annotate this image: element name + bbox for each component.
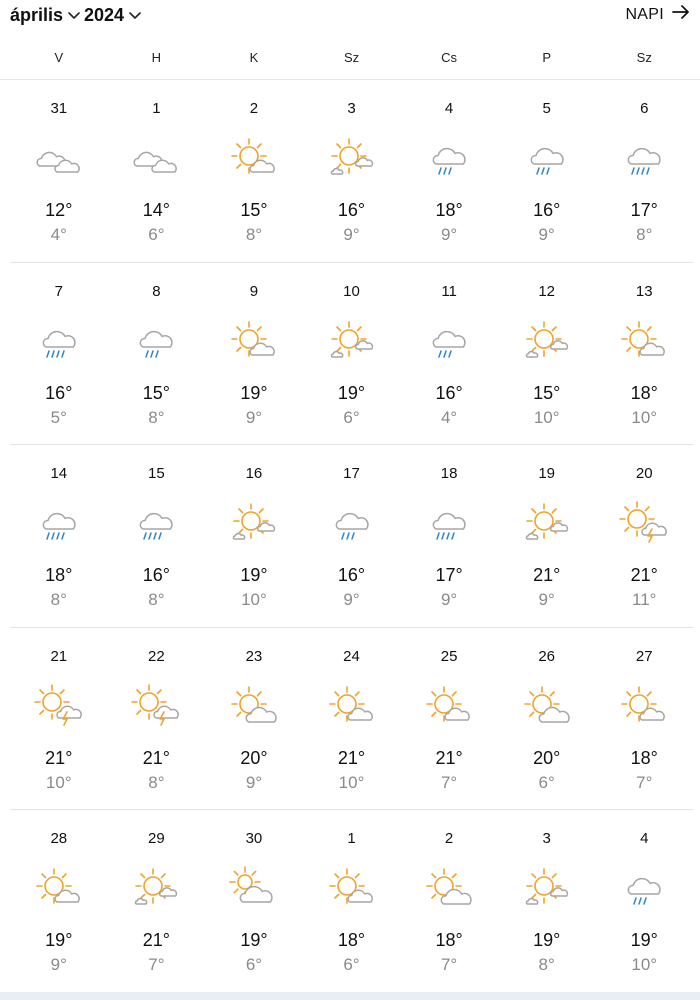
max-temperature: 21° <box>45 747 73 768</box>
day-cell[interactable] <box>303 263 401 445</box>
day-cell[interactable] <box>108 263 206 445</box>
min-temperature: 4° <box>50 225 67 244</box>
sun-cloud-icon <box>34 866 84 910</box>
min-temperature: 8° <box>148 772 165 792</box>
max-temperature: 19° <box>630 930 658 950</box>
min-temperature: 10° <box>631 407 658 427</box>
min-temperature: 10° <box>45 772 72 792</box>
max-temperature: 20° <box>240 747 268 768</box>
weekday-label: Cs <box>441 50 458 65</box>
max-temperature: 18° <box>337 930 366 950</box>
rain-light-icon <box>424 319 474 363</box>
weekday-label: H <box>151 50 162 65</box>
week-row <box>10 810 693 993</box>
day-cell[interactable] <box>595 263 693 445</box>
max-temperature: 14° <box>142 200 170 220</box>
min-temperature: 10° <box>241 590 267 609</box>
day-cell[interactable] <box>10 80 108 262</box>
day-cell[interactable] <box>303 810 401 993</box>
month-calendar-grid <box>10 80 693 993</box>
rain-light-icon <box>424 136 474 180</box>
min-temperature: 8° <box>148 407 165 427</box>
max-temperature: 19° <box>240 382 268 403</box>
sun-cloud-icon <box>619 684 669 728</box>
min-temperature: 9° <box>440 225 458 244</box>
day-number: 31 <box>50 100 68 117</box>
max-temperature: 19° <box>533 930 561 950</box>
min-temperature: 6° <box>245 955 263 974</box>
min-temperature: 8° <box>636 225 653 244</box>
day-number: 17 <box>343 465 360 482</box>
day-cell[interactable] <box>498 445 596 627</box>
sun-thunder-icon <box>619 501 669 545</box>
day-number: 5 <box>542 100 551 117</box>
day-number: 14 <box>50 465 68 482</box>
day-number: 19 <box>538 465 556 482</box>
weekday-label: Sz <box>636 50 652 65</box>
day-cell[interactable] <box>400 810 498 993</box>
max-temperature: 16° <box>337 200 366 220</box>
day-number: 20 <box>635 465 653 482</box>
day-number: 28 <box>50 830 68 847</box>
rain-icon <box>131 501 181 545</box>
day-number: 22 <box>148 647 165 665</box>
day-cell[interactable] <box>595 80 693 262</box>
day-cell[interactable] <box>108 628 206 810</box>
day-cell[interactable] <box>108 445 206 627</box>
min-temperature: 8° <box>50 590 67 609</box>
sun-small-clouds-icon <box>522 319 572 363</box>
sun-big-cloud-icon <box>522 684 572 728</box>
cloudy-icon <box>34 136 84 180</box>
max-temperature: 17° <box>435 565 463 585</box>
day-cell[interactable] <box>400 263 498 445</box>
max-temperature: 19° <box>240 930 268 950</box>
day-number: 1 <box>152 100 161 117</box>
cloud-sun-peek-icon <box>229 866 279 910</box>
day-cell[interactable] <box>108 80 206 262</box>
day-cell[interactable] <box>108 810 206 993</box>
day-number: 23 <box>245 647 263 665</box>
min-temperature: 4° <box>440 407 458 427</box>
day-cell[interactable] <box>400 445 498 627</box>
calendar-header <box>0 0 700 34</box>
sun-small-clouds-icon <box>327 136 377 180</box>
max-temperature: 16° <box>435 382 463 403</box>
day-number: 9 <box>249 282 259 300</box>
chevron-down-icon <box>128 5 142 26</box>
min-temperature: 11° <box>632 590 657 609</box>
max-temperature: 16° <box>533 200 561 220</box>
weekday-header-row <box>10 50 693 70</box>
day-cell[interactable] <box>10 445 108 627</box>
rain-light-icon <box>131 319 181 363</box>
day-cell[interactable] <box>595 628 693 810</box>
sun-cloud-icon <box>229 136 279 180</box>
day-cell[interactable] <box>498 80 596 262</box>
chevron-down-icon <box>67 5 81 26</box>
day-number: 10 <box>343 282 360 300</box>
min-temperature: 9° <box>343 590 360 609</box>
day-number: 24 <box>343 647 360 665</box>
week-row <box>10 80 693 263</box>
week-row <box>10 445 693 628</box>
max-temperature: 18° <box>45 565 73 585</box>
min-temperature: 9° <box>538 590 555 609</box>
day-number: 3 <box>347 100 356 117</box>
month-label: április <box>10 5 64 25</box>
min-temperature: 10° <box>533 407 560 427</box>
rain-icon <box>619 136 669 180</box>
weekday-label: P <box>542 50 552 65</box>
day-cell[interactable] <box>10 263 108 445</box>
day-cell[interactable] <box>205 80 303 262</box>
max-temperature: 21° <box>533 565 561 585</box>
rain-icon <box>424 501 474 545</box>
arrow-right-icon <box>672 5 690 24</box>
max-temperature: 15° <box>142 382 170 403</box>
day-number: 29 <box>148 830 165 847</box>
rain-light-icon <box>327 501 377 545</box>
day-number: 21 <box>50 647 68 665</box>
min-temperature: 6° <box>343 955 360 974</box>
day-number: 2 <box>444 830 454 847</box>
min-temperature: 9° <box>343 225 360 244</box>
min-temperature: 7° <box>148 955 165 974</box>
day-cell[interactable] <box>595 445 693 627</box>
day-number: 8 <box>152 282 161 300</box>
min-temperature: 9° <box>440 590 458 609</box>
min-temperature: 6° <box>343 407 360 427</box>
sun-thunder-icon <box>131 684 181 728</box>
day-cell[interactable] <box>498 263 596 445</box>
day-number: 18 <box>440 465 458 482</box>
rain-light-icon <box>522 136 572 180</box>
day-cell[interactable] <box>10 628 108 810</box>
max-temperature: 12° <box>45 200 73 220</box>
day-cell[interactable] <box>595 810 693 993</box>
month-selector[interactable] <box>10 5 81 26</box>
sun-cloud-icon <box>327 866 377 910</box>
sun-big-cloud-icon <box>424 866 474 910</box>
min-temperature: 8° <box>148 590 165 609</box>
max-temperature: 18° <box>435 930 463 950</box>
day-number: 30 <box>245 830 263 847</box>
max-temperature: 20° <box>533 747 561 768</box>
daily-view-link[interactable] <box>625 5 690 24</box>
max-temperature: 16° <box>142 565 170 585</box>
day-cell[interactable] <box>400 80 498 262</box>
sun-thunder-icon <box>34 684 84 728</box>
sun-small-clouds-icon <box>522 501 572 545</box>
max-temperature: 18° <box>435 200 463 220</box>
max-temperature: 18° <box>630 382 658 403</box>
min-temperature: 10° <box>631 955 658 974</box>
day-number: 26 <box>538 647 556 665</box>
min-temperature: 5° <box>50 407 67 427</box>
day-cell[interactable] <box>303 445 401 627</box>
sun-cloud-icon <box>424 684 474 728</box>
min-temperature: 9° <box>245 407 263 427</box>
min-temperature: 8° <box>538 955 555 974</box>
day-cell[interactable] <box>303 628 401 810</box>
weekday-label: Sz <box>343 50 360 65</box>
max-temperature: 19° <box>337 382 366 403</box>
day-number: 13 <box>635 282 653 300</box>
day-cell[interactable] <box>205 445 303 627</box>
max-temperature: 21° <box>435 747 463 768</box>
min-temperature: 7° <box>440 772 458 792</box>
sun-big-cloud-icon <box>229 684 279 728</box>
day-number: 12 <box>538 282 556 300</box>
day-number: 3 <box>542 830 551 847</box>
min-temperature: 7° <box>636 772 653 792</box>
max-temperature: 21° <box>337 747 366 768</box>
week-row <box>10 628 693 811</box>
max-temperature: 17° <box>630 200 658 220</box>
day-cell[interactable] <box>10 810 108 993</box>
max-temperature: 16° <box>45 382 73 403</box>
min-temperature: 7° <box>440 955 458 974</box>
day-number: 1 <box>347 830 356 847</box>
max-temperature: 21° <box>142 930 170 950</box>
day-number: 11 <box>441 282 457 300</box>
sun-small-clouds-icon <box>327 319 377 363</box>
rain-icon <box>34 319 84 363</box>
rain-light-icon <box>619 866 669 910</box>
week-row <box>10 263 693 446</box>
day-number: 15 <box>148 465 165 482</box>
cloudy-icon <box>131 136 181 180</box>
day-number: 4 <box>640 830 649 847</box>
day-cell[interactable] <box>303 80 401 262</box>
day-cell[interactable] <box>498 628 596 810</box>
sun-cloud-icon <box>229 319 279 363</box>
sun-cloud-icon <box>619 319 669 363</box>
min-temperature: 8° <box>245 225 263 244</box>
max-temperature: 21° <box>142 747 170 768</box>
day-number: 25 <box>440 647 458 665</box>
min-temperature: 9° <box>50 955 67 974</box>
sun-cloud-icon <box>327 684 377 728</box>
min-temperature: 6° <box>538 772 555 792</box>
day-cell[interactable] <box>205 628 303 810</box>
max-temperature: 19° <box>45 930 73 950</box>
day-cell[interactable] <box>498 810 596 993</box>
weekday-label: K <box>249 50 259 65</box>
day-number: 6 <box>640 100 649 117</box>
min-temperature: 9° <box>538 225 555 244</box>
min-temperature: 10° <box>338 772 365 792</box>
day-cell[interactable] <box>205 263 303 445</box>
min-temperature: 6° <box>148 225 165 244</box>
max-temperature: 15° <box>533 382 561 403</box>
max-temperature: 18° <box>630 747 658 768</box>
day-number: 27 <box>635 647 653 665</box>
sun-small-clouds-icon <box>522 866 572 910</box>
weekday-label: V <box>54 50 64 65</box>
year-selector[interactable] <box>84 5 142 26</box>
bottom-bar <box>0 992 700 1000</box>
min-temperature: 9° <box>245 772 263 792</box>
max-temperature: 16° <box>337 565 366 585</box>
sun-small-clouds-icon <box>229 501 279 545</box>
year-label: 2024 <box>84 5 125 25</box>
day-cell[interactable] <box>400 628 498 810</box>
max-temperature: 15° <box>240 200 268 220</box>
day-cell[interactable] <box>205 810 303 993</box>
rain-icon <box>34 501 84 545</box>
sun-small-clouds-icon <box>131 866 181 910</box>
day-number: 2 <box>249 100 259 117</box>
day-number: 7 <box>54 282 63 300</box>
max-temperature: 19° <box>240 565 268 585</box>
day-number: 16 <box>245 465 263 482</box>
day-number: 4 <box>444 100 454 117</box>
max-temperature: 21° <box>630 565 658 585</box>
daily-view-label: NAPI <box>625 5 664 23</box>
